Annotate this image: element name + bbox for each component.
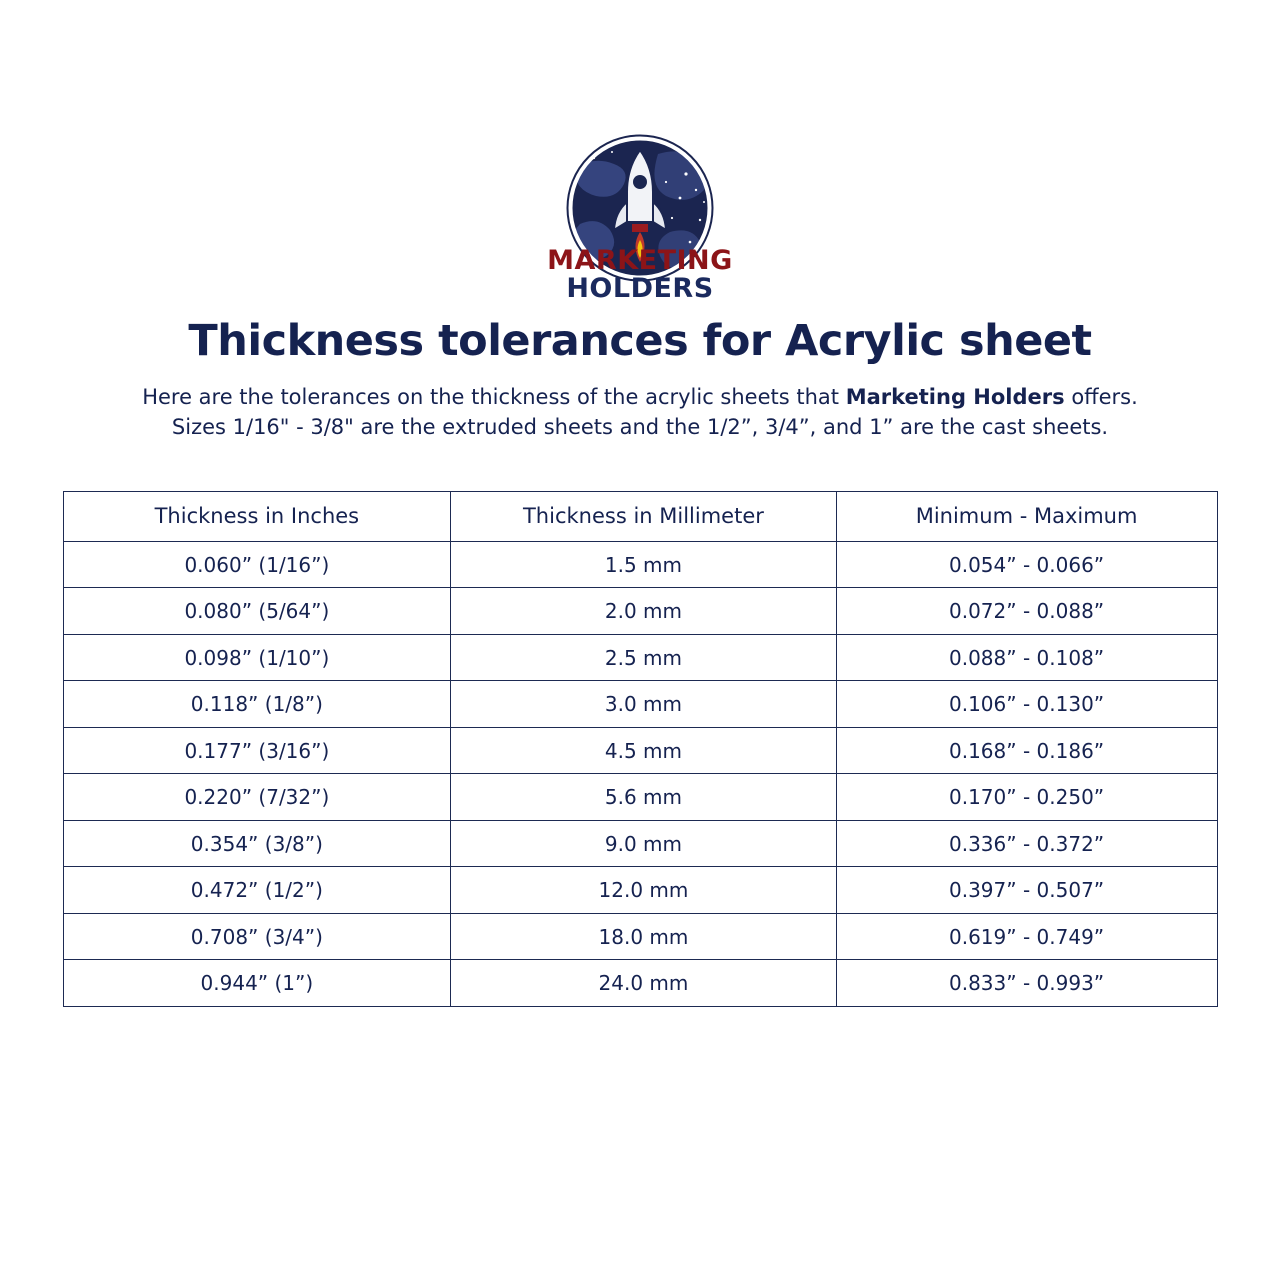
column-header-min-max: Minimum - Maximum: [836, 491, 1217, 541]
cell-millimeter: 4.5 mm: [451, 727, 836, 774]
cell-min-max: 0.168” - 0.186”: [836, 727, 1217, 774]
table-row: [63, 727, 1217, 774]
cell-min-max: 0.106” - 0.130”: [836, 681, 1217, 728]
table-row: [63, 681, 1217, 728]
subtitle-line-1-post: offers.: [1064, 385, 1138, 409]
cell-millimeter: 3.0 mm: [451, 681, 836, 728]
cell-inches: 0.080” (5/64”): [63, 588, 451, 635]
cell-inches: 0.472” (1/2”): [63, 867, 451, 914]
column-header-inches: Thickness in Inches: [63, 491, 451, 541]
cell-inches: 0.220” (7/32”): [63, 774, 451, 821]
subtitle-line-1: [75, 382, 1205, 412]
cell-inches: 0.060” (1/16”): [63, 541, 451, 588]
cell-millimeter: 12.0 mm: [451, 867, 836, 914]
cell-min-max: 0.054” - 0.066”: [836, 541, 1217, 588]
table-row: [63, 634, 1217, 681]
table-row: [63, 774, 1217, 821]
logo-wordmark: [535, 247, 745, 302]
cell-inches: 0.118” (1/8”): [63, 681, 451, 728]
cell-inches: 0.944” (1”): [63, 960, 451, 1007]
cell-inches: 0.177” (3/16”): [63, 727, 451, 774]
cell-min-max: 0.619” - 0.749”: [836, 913, 1217, 960]
subtitle-line-2: Sizes 1/16" - 3/8" are the extruded sheets and the 1/2”, 3/4”, and 1” are the cast sheets.: [171, 415, 1109, 440]
cell-min-max: 0.088” - 0.108”: [836, 634, 1217, 681]
brand-logo: [535, 128, 745, 304]
cell-min-max: 0.833” - 0.993”: [836, 960, 1217, 1007]
tolerance-table-container: [63, 491, 1218, 1007]
table-row: [63, 588, 1217, 635]
cell-millimeter: 2.0 mm: [451, 588, 836, 635]
cell-millimeter: 18.0 mm: [451, 913, 836, 960]
tolerance-table: [63, 491, 1218, 1007]
table-header-row: [63, 491, 1217, 541]
table-row: [63, 913, 1217, 960]
table-row: [63, 867, 1217, 914]
cell-millimeter: 2.5 mm: [451, 634, 836, 681]
subtitle-line-1-pre: Here are the tolerances on the thickness of the acrylic sheets that: [142, 385, 846, 409]
cell-inches: 0.708” (3/4”): [63, 913, 451, 960]
page-title: Thickness tolerances for Acrylic sheet: [188, 316, 1092, 366]
page-subtitle: [75, 382, 1205, 443]
cell-millimeter: 5.6 mm: [451, 774, 836, 821]
logo-line-2: HOLDERS: [566, 273, 714, 304]
cell-millimeter: 24.0 mm: [451, 960, 836, 1007]
column-header-millimeter: Thickness in Millimeter: [451, 491, 836, 541]
logo-line-1: MARKETING: [547, 245, 733, 276]
cell-inches: 0.098” (1/10”): [63, 634, 451, 681]
cell-min-max: 0.170” - 0.250”: [836, 774, 1217, 821]
table-body: [63, 541, 1217, 1006]
cell-millimeter: 1.5 mm: [451, 541, 836, 588]
cell-millimeter: 9.0 mm: [451, 820, 836, 867]
table-row: [63, 820, 1217, 867]
cell-min-max: 0.397” - 0.507”: [836, 867, 1217, 914]
table-row: [63, 541, 1217, 588]
brand-name-emphasis: Marketing Holders: [845, 385, 1065, 409]
table-row: [63, 960, 1217, 1007]
cell-min-max: 0.072” - 0.088”: [836, 588, 1217, 635]
cell-min-max: 0.336” - 0.372”: [836, 820, 1217, 867]
cell-inches: 0.354” (3/8”): [63, 820, 451, 867]
